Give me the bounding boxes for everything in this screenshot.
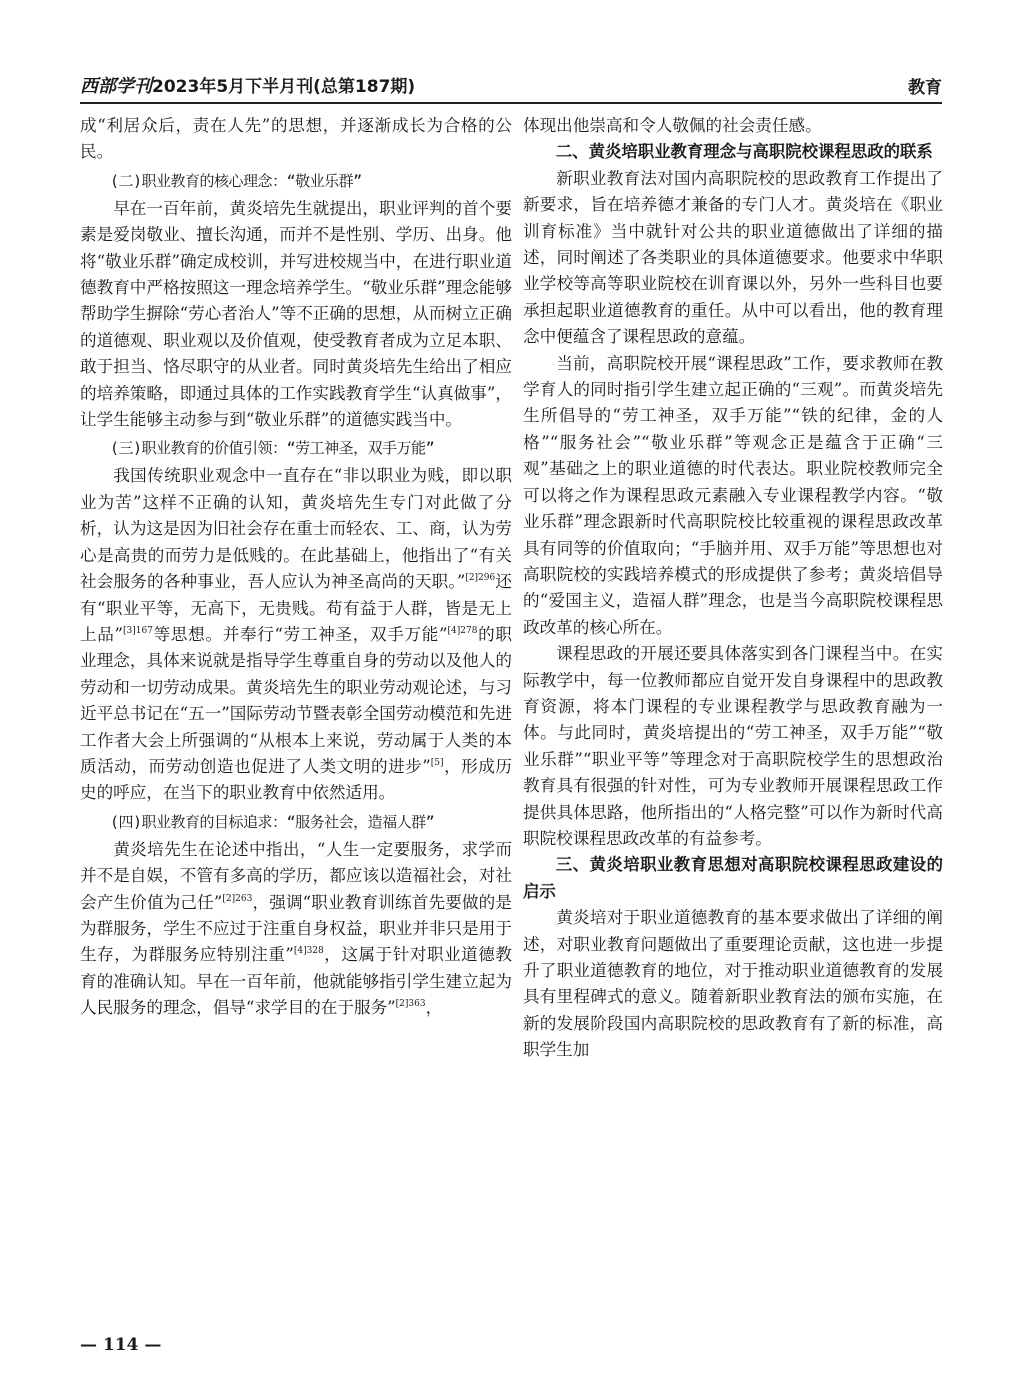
citation-ref: [4]278	[447, 625, 478, 636]
text-run: 黄炎培先生在论述中指出，“人生一定要服务，求学而并不是自娱，不管有多高的学历，都应该以造福社会，对社会产生价值为己任”	[80, 839, 512, 912]
subsection-heading: (二)职业教育的核心理念：“敬业乐群”	[110, 171, 362, 190]
text-run: ，形成历史的呼应，在当下的职业教育中依然适用。	[80, 756, 513, 803]
paragraph: 黄炎培对于职业道德教育的基本要求做出了详细的阐述，对职业教育问题做出了重要理论贡献，这也进一步提升了职业道德教育的地位，对于推动职业道德教育的发展具有里程碑式的意义。随着新职业教育法的颁布实施，在新的发展阶段国内高职院校的思政教育有了新的标准，高职学生加	[523, 908, 943, 1060]
journal-issue: 2023年5月下半月刊(总第187期)	[152, 77, 416, 97]
journal-logo: 西部学刊	[80, 76, 152, 97]
left-column	[80, 113, 512, 1022]
text-run: 我国传统职业观念中一直存在“非以职业为贱，即以职业为苦”这样不正确的认知，黄炎培先生专门对此做了分析，认为这是因为旧社会存在重士而轻农、工、商，认为劳心是高贵的而劳力是低贱的。在此基础上，他指出了“有关社会服务的各种事业，吾人应认为神圣高尚的天职。”	[80, 466, 512, 592]
section-heading: 三、黄炎培职业教育思想对高职院校课程思政建设的启示	[523, 855, 943, 901]
page-number: — 114 —	[80, 1335, 162, 1355]
text-run: ，	[425, 998, 443, 1018]
citation-ref: [2]296	[465, 573, 496, 584]
paragraph	[80, 463, 512, 806]
running-header	[80, 72, 942, 104]
citation-ref: [2]263	[222, 893, 253, 904]
paragraph: 当前，高职院校开展“课程思政”工作，要求教师在教学育人的同时指引学生建立起正确的“三观”。而黄炎培先生所倡导的“劳工神圣，双手万能”“铁的纪律，金的人格”“服务社会”“敬业乐群”等观念正是蕴含于正确“三观”基础之上的职业道德的时代表达。职业院校教师完全可以将之作为课程思政元素融入专业课程教学内容。“敬业乐群”理念跟新时代高职院校比较重视的课程思政改革具有同等的价值取向；“手脑并用、双手万能”等思想也对高职院校的实践培养模式的形成提供了参考；黄炎培倡导的“爱国主义，造福人群”理念，也是当今高职院校课程思政改革的核心所在。	[523, 353, 943, 637]
citation-ref: [3]167	[123, 625, 153, 636]
paragraph: 成“利居众后，责在人先”的思想，并逐渐成长为合格的公民。	[80, 116, 512, 162]
text-run: ，强调“职业教育训练首先要做的是为群服务，学生不应过于注重自身权益，职业并非只是用于生存，为群服务应特别注重”	[80, 892, 513, 965]
section-label: 教育	[908, 78, 942, 98]
text-run: ，这属于针对职业道德教育的准确认知。早在一百年前，他就能够指引学生建立起为人民服务的理念，倡导“求学目的在于服务”	[80, 945, 512, 1018]
right-column	[523, 113, 943, 1064]
subsection-heading: (三)职业教育的价值引领：“劳工神圣，双手万能”	[110, 439, 435, 458]
text-run: 还有“职业平等，无高下，无贵贱。苟有益于人群，皆是无上上品”	[80, 572, 512, 644]
paragraph: 体现出他崇高和令人敬佩的社会责任感。	[523, 116, 822, 135]
citation-ref: [2]363	[395, 999, 426, 1010]
section-heading: 二、黄炎培职业教育理念与高职院校课程思政的联系	[555, 142, 933, 162]
journal-title	[80, 72, 415, 98]
subsection-heading: (四)职业教育的目标追求：“服务社会，造福人群”	[110, 812, 435, 831]
citation-ref: [5]	[430, 757, 444, 768]
text-run: 等思想。并奉行“劳工神圣，双手万能”	[152, 624, 448, 644]
citation-ref: [4]328	[293, 946, 324, 957]
paragraph	[80, 837, 512, 1022]
paragraph: 早在一百年前，黄炎培先生就提出，职业评判的首个要素是爱岗敬业、擅长沟通，而并不是性别、学历、出身。他将“敬业乐群”确定成校训，并写进校规当中，在进行职业道德教育中严格按照这一理念培养学生。“敬业乐群”理念能够帮助学生摒除“劳心者治人”等不正确的思想，从而树立正确的道德观、职业观以及价值观，使受教育者成为立足本职、敢于担当、恪尽职守的从业者。同时黄炎培先生给出了相应的培养策略，即通过具体的工作实践教育学生“认真做事”，让学生能够主动参与到“敬业乐群”的道德实践当中。	[80, 198, 512, 430]
text-run: 的职业理念，具体来说就是指导学生尊重自身的劳动以及他人的劳动和一切劳动成果。黄炎培先生的职业劳动观论述，与习近平总书记在“五一”国际劳动节暨表彰全国劳动模范和先进工作者大会上所强调的“从根本上来说，劳动属于人类的本质活动，而劳动创造也促进了人类文明的进步”	[80, 624, 513, 776]
paragraph: 课程思政的开展还要具体落实到各门课程当中。在实际教学中，每一位教师都应自觉开发自身课程中的思政教育资源，将本门课程的专业课程教学与思政教育融为一体。与此同时，黄炎培提出的“劳工神圣，双手万能”“敬业乐群”“职业平等”等理念对于高职院校学生的思想政治教育具有很强的针对性，可为专业教师开展课程思政工作提供具体思路，他所指出的“人格完整”可以作为新时代高职院校课程思政改革的有益参考。	[523, 644, 943, 848]
paragraph: 新职业教育法对国内高职院校的思政教育工作提出了新要求，旨在培养德才兼备的专门人才。黄炎培在《职业训育标准》当中就针对公共的职业道德做出了详细的描述，同时阐述了各类职业的具体道德要求。他要求中华职业学校等高等职业院校在训育课以外，另外一些科目也要承担起职业道德教育的重任。从中可以看出，他的教育理念中便蕴含了课程思政的意蕴。	[523, 168, 943, 347]
